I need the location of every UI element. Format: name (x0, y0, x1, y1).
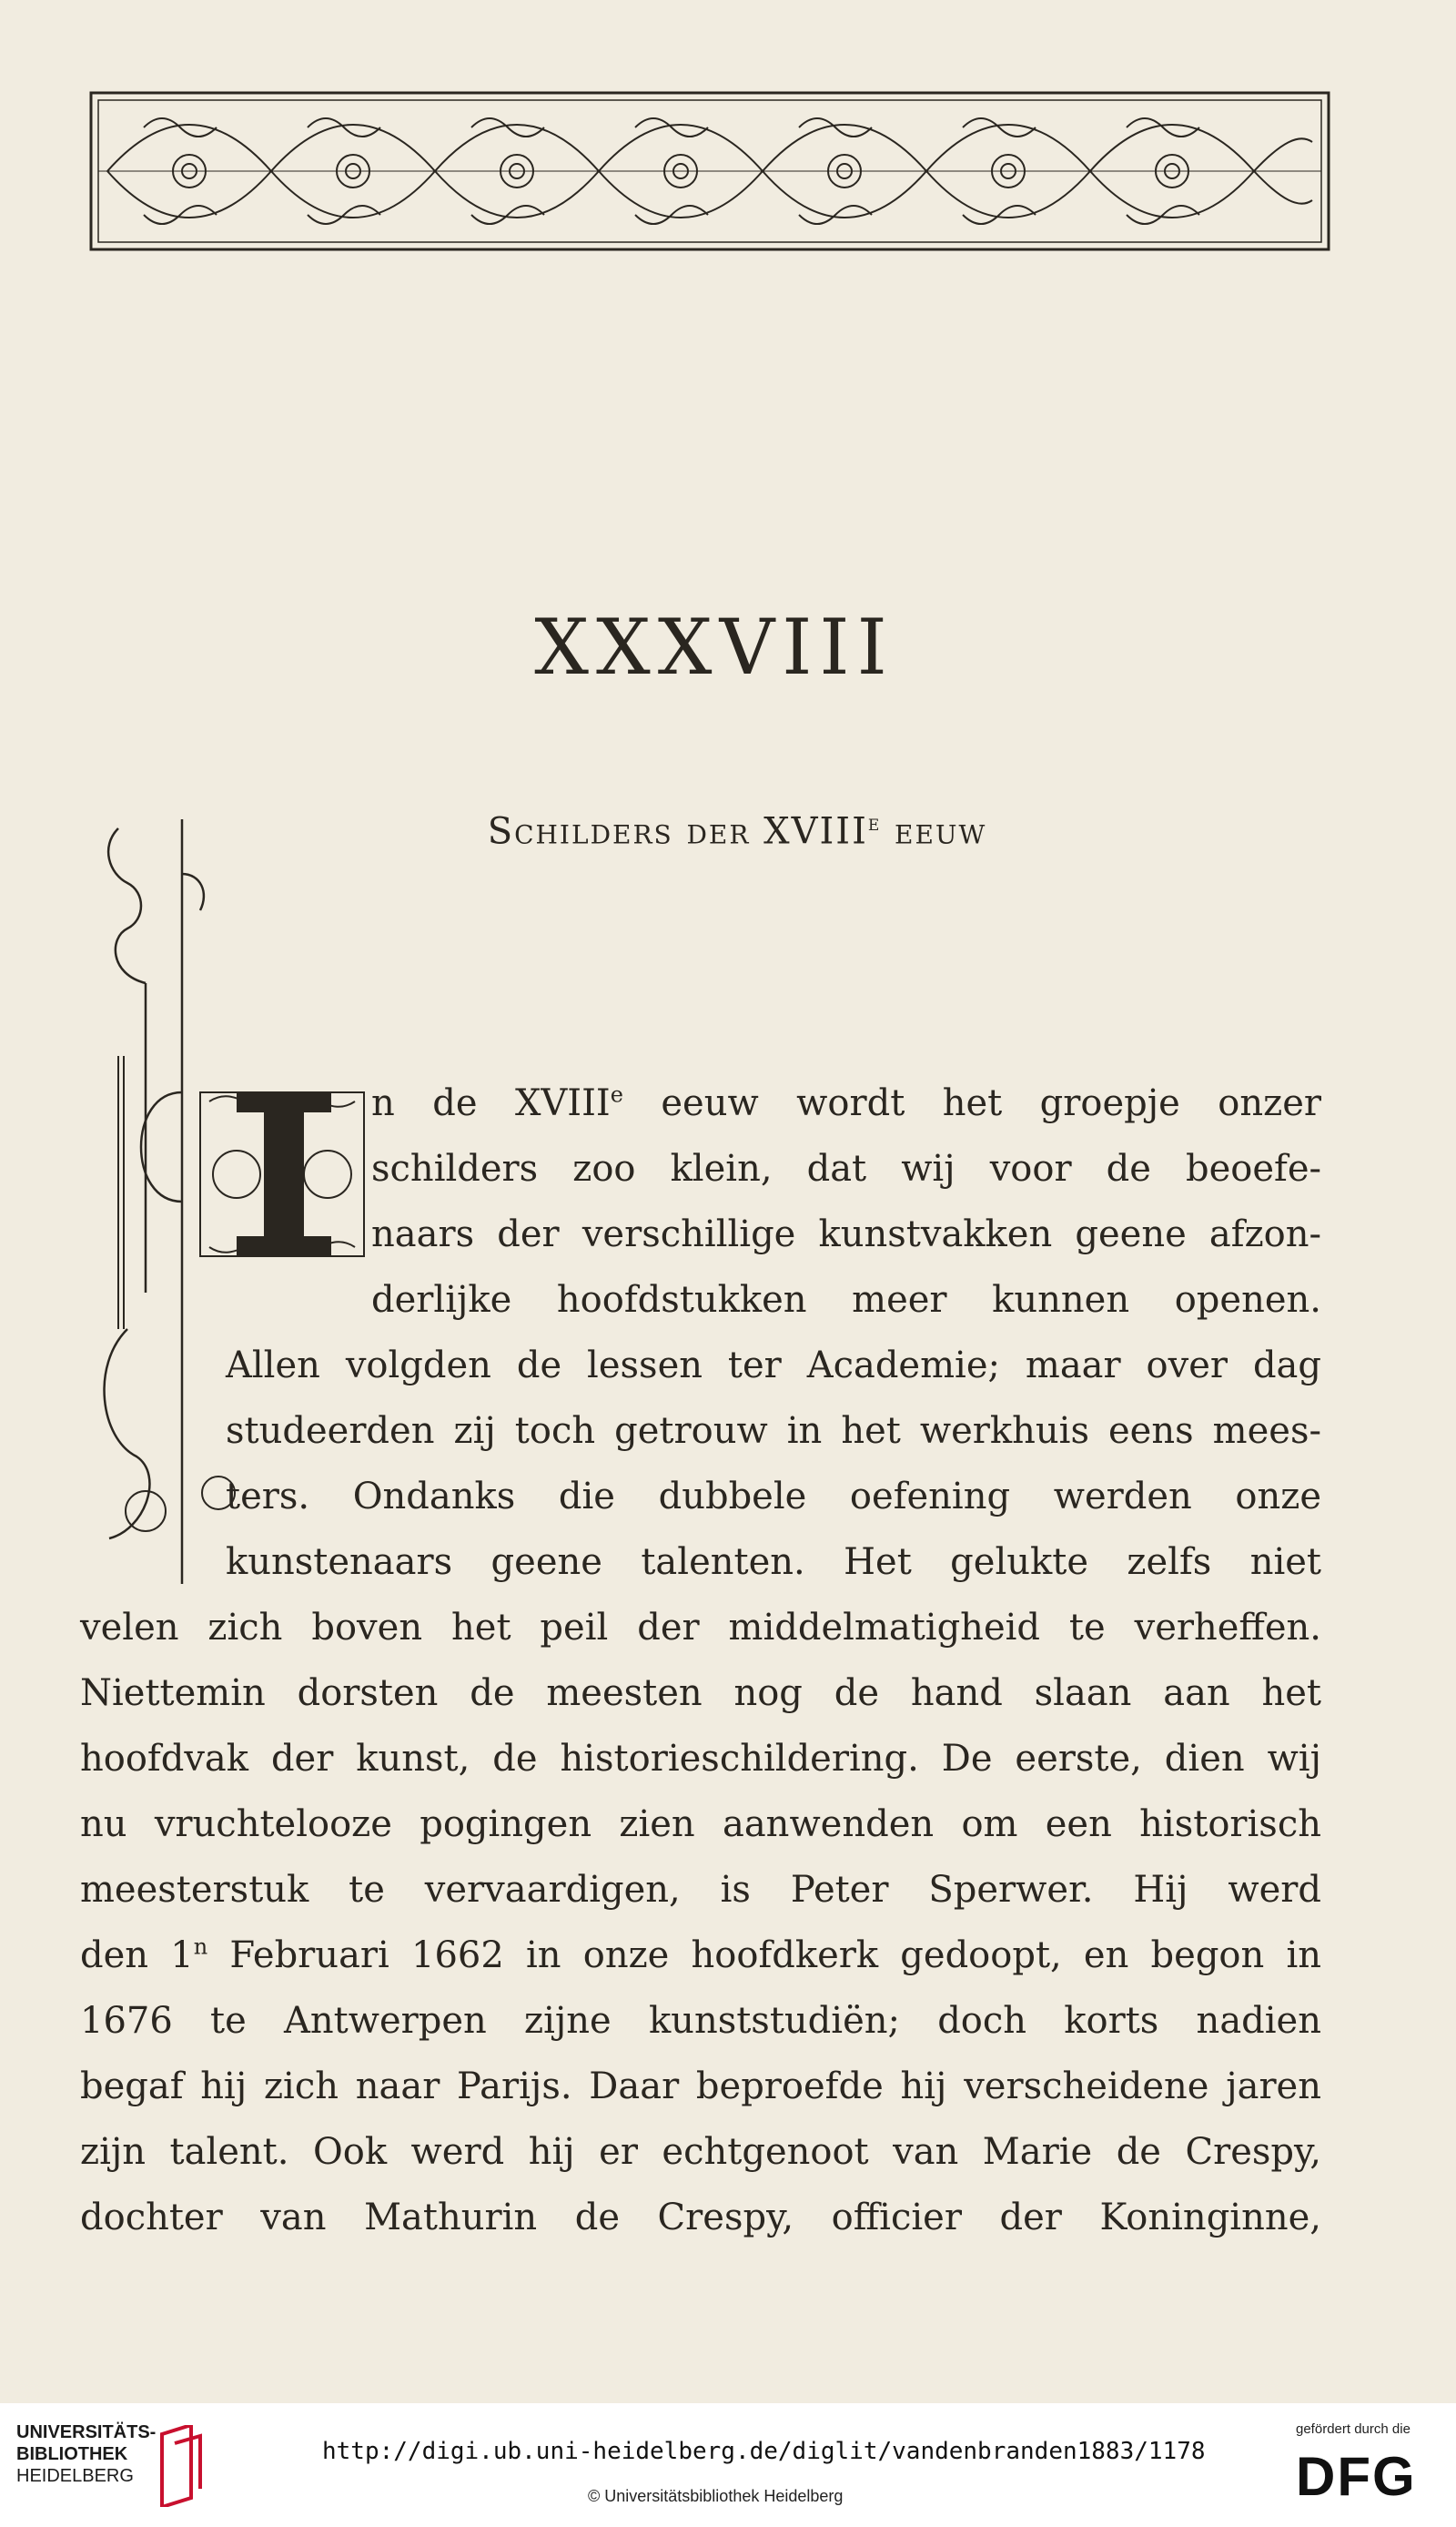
dfg-logo[interactable]: DFG (1296, 2446, 1417, 2507)
copyright-notice: © Universitätsbibliothek Heidelberg (588, 2487, 844, 2505)
text-line: nu vruchtelooze pogingen zien aanwenden om een historisch (80, 1803, 1321, 1845)
library-name-line-3: HEIDELBERG (16, 2466, 134, 2486)
text-line-1b: eeuw wordt het groepje onzer (622, 1082, 1321, 1124)
funding-note: gefördert durch die (1296, 2421, 1410, 2437)
text-line: velen zich boven het peil der middelmatigheid te verheffen. (80, 1607, 1321, 1649)
text-line: Allen volgden de lessen ter Academie; maar over dag (226, 1345, 1321, 1386)
text-line: kunstenaars geene talenten. Het gelukte zelfs niet (226, 1541, 1321, 1583)
text-line: studeerden zij toch getrouw in het werkhuis eens mees- (226, 1410, 1321, 1452)
library-emblem-icon (155, 2425, 209, 2507)
library-name-line-1: UNIVERSITÄTS- (16, 2422, 157, 2442)
library-logo[interactable] (16, 2421, 156, 2487)
text-line: hoofdvak der kunst, de historieschildering. De eerste, dien wij (80, 1738, 1321, 1780)
chapter-title-main: Schilders der XVIII (487, 810, 868, 853)
text-line: meesterstuk te vervaardigen, is Peter Sperwer. Hij werd (80, 1869, 1321, 1911)
body-text (80, 1071, 1321, 2250)
text-line-1-superscript: e (610, 1081, 623, 1108)
text-line: naars der verschillige kunstvakken geene afzon- (371, 1213, 1321, 1255)
text-line: schilders zoo klein, dat wij voor de beoefe- (371, 1148, 1321, 1190)
text-line-14a: den 1 (80, 1934, 194, 1976)
library-name-line-2: BIBLIOTHEK (16, 2444, 128, 2464)
text-line: derlijke hoofdstukken meer kunnen openen. (371, 1279, 1321, 1321)
text-line: dochter van Mathurin de Crespy, officier der Koninginne, (80, 2197, 1321, 2238)
text-line: zijn talent. Ook werd hij er echtgenoot van Marie de Crespy, (80, 2131, 1321, 2173)
text-line: ters. Ondanks die dubbele oefening werden onze (226, 1476, 1321, 1517)
footer (0, 2403, 1456, 2527)
text-line (80, 1923, 1321, 1988)
text-line-14b: Februari 1662 in onze hoofdkerk gedoopt, en begon in (207, 1934, 1322, 1976)
text-line: begaf hij zich naar Parijs. Daar beproefde hij verscheidene jaren (80, 2065, 1321, 2107)
text-line (80, 1071, 1321, 1136)
source-url-link[interactable]: http://digi.ub.uni-heidelberg.de/diglit/vandenbranden1883/1178 (322, 2438, 1206, 2465)
text-line: Niettemin dorsten de meesten nog de hand slaan aan het (80, 1672, 1321, 1714)
text-line-1a: n de XVIII (371, 1082, 611, 1124)
chapter-number: XXXVIII (534, 603, 895, 692)
chapter-title-superscript: e (867, 810, 882, 836)
ornamental-header-band (89, 91, 1330, 251)
text-line-14-superscript: n (193, 1933, 208, 1960)
text-line: 1676 te Antwerpen zijne kunststudiën; doch korts nadien (80, 2000, 1321, 2042)
chapter-title-end: eeuw (881, 810, 987, 853)
chapter-title (328, 810, 1147, 852)
